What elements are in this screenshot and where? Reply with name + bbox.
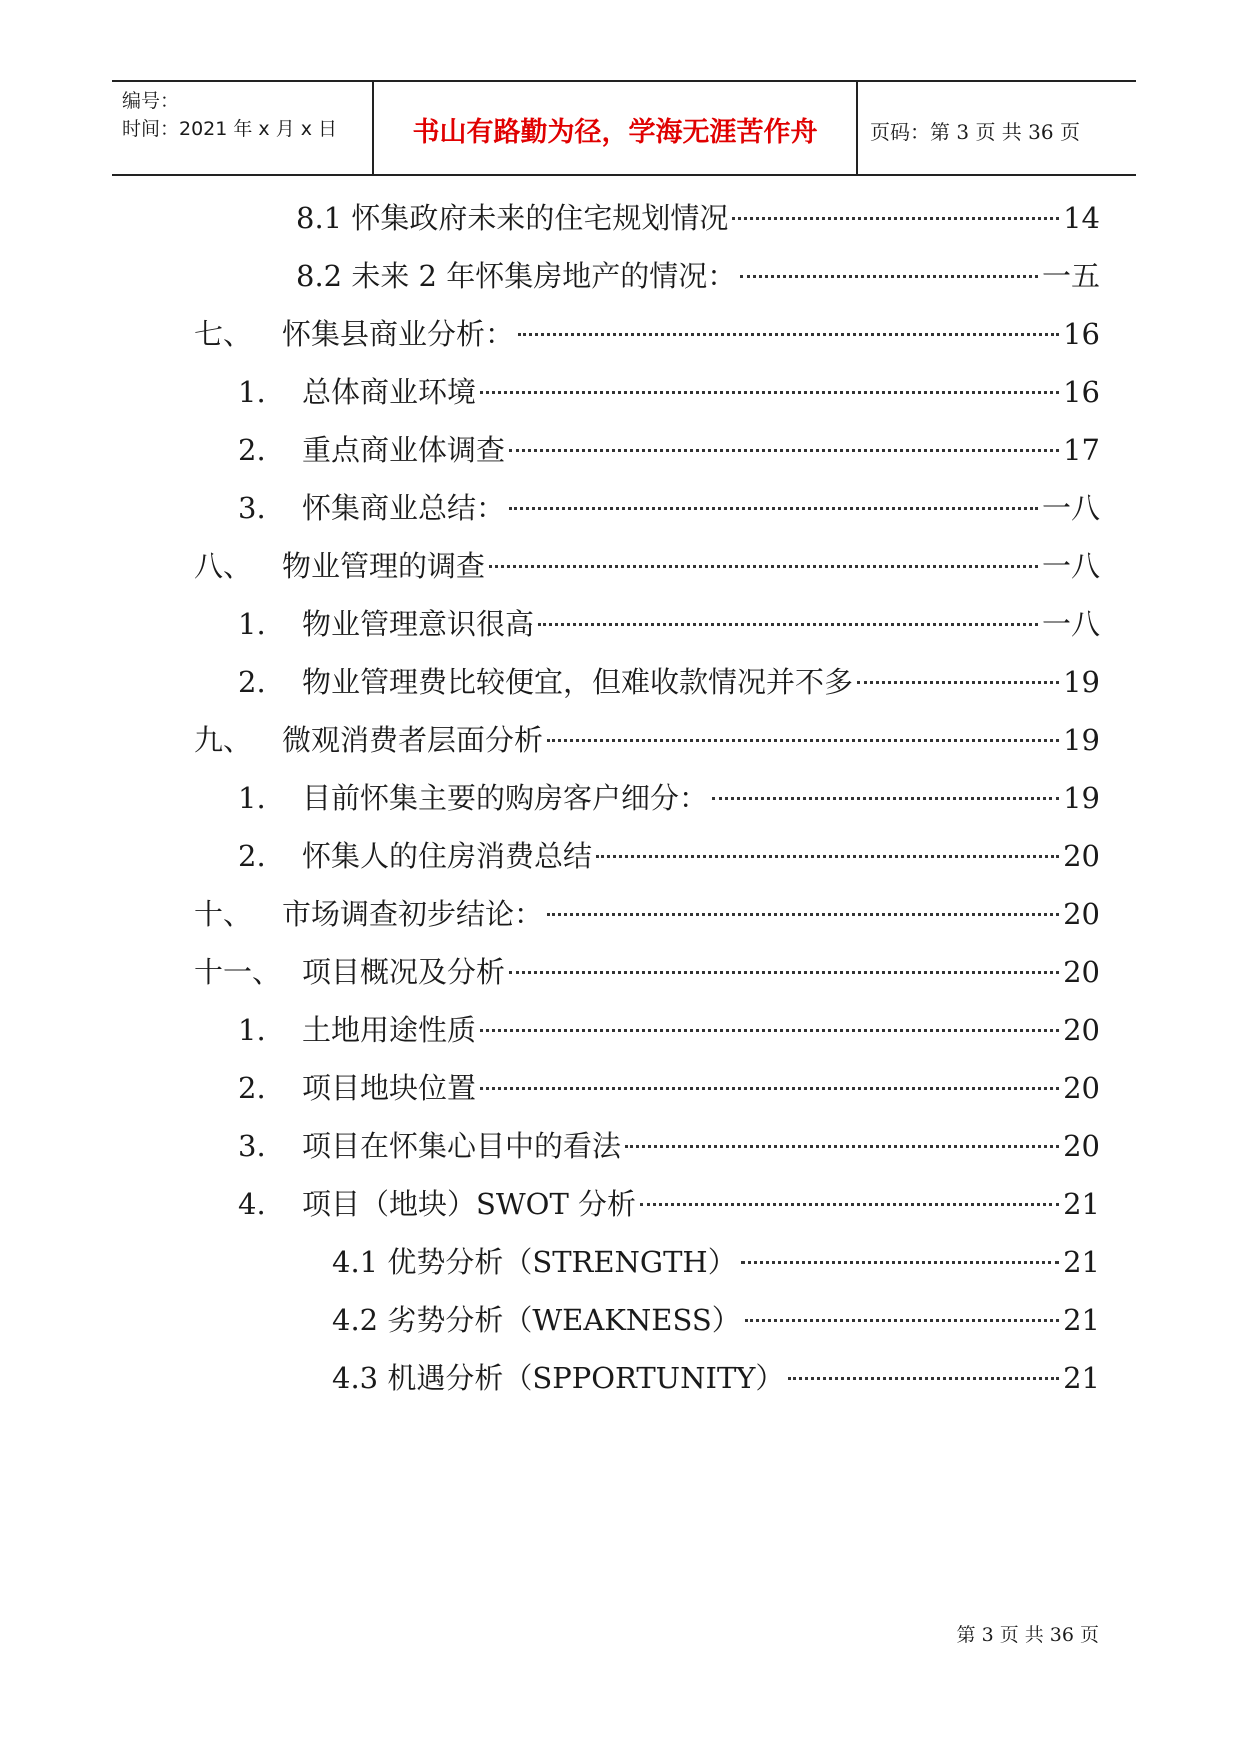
- header-motto-cell: [374, 82, 858, 174]
- toc-entry-title: 4.2 劣势分析（WEAKNESS）: [332, 1303, 741, 1337]
- header-meta: [112, 82, 374, 174]
- toc-dot-leader: [547, 739, 1059, 742]
- toc-entry[interactable]: [238, 430, 1100, 470]
- toc-dot-leader: [509, 507, 1038, 510]
- toc-entry[interactable]: [238, 1010, 1100, 1050]
- toc-entry[interactable]: [194, 952, 1100, 992]
- toc-entry-page: 20: [1063, 1013, 1100, 1047]
- toc-entry-page: 20: [1063, 955, 1100, 989]
- toc-entry-title: 物业管理的调查: [282, 549, 486, 583]
- toc-entry-number: 八、: [194, 549, 253, 583]
- toc-entry-page: 20: [1063, 839, 1100, 873]
- toc-entry-number: 1.: [238, 607, 266, 641]
- toc-entry-number: 1.: [238, 1013, 266, 1047]
- toc-dot-leader: [480, 1087, 1059, 1090]
- toc-dot-leader: [732, 217, 1059, 220]
- toc-entry-title: 项目地块位置: [302, 1071, 477, 1105]
- toc-entry-title: 怀集人的住房消费总结: [302, 839, 593, 873]
- toc-dot-leader: [625, 1145, 1059, 1148]
- toc-entry-number: 1.: [238, 781, 266, 815]
- page-header: [112, 80, 1136, 176]
- toc-dot-leader: [518, 333, 1059, 336]
- toc-entry-page: 20: [1063, 1071, 1100, 1105]
- toc-entry-page: 21: [1063, 1245, 1100, 1279]
- toc-entry-title: 物业管理意识很高: [302, 607, 535, 641]
- toc-entry[interactable]: [194, 894, 1100, 934]
- toc-dot-leader: [489, 565, 1038, 568]
- toc-entry[interactable]: [332, 1300, 1100, 1340]
- toc-entry-page: 21: [1063, 1361, 1100, 1395]
- toc-entry-page: 一八: [1041, 491, 1100, 525]
- toc-entry-number: 3.: [238, 491, 266, 525]
- toc-entry[interactable]: [238, 778, 1100, 818]
- toc-dot-leader: [509, 971, 1059, 974]
- toc-dot-leader: [712, 797, 1059, 800]
- toc-entry[interactable]: [194, 720, 1100, 760]
- toc-entry-page: 20: [1063, 897, 1100, 931]
- toc-entry[interactable]: [238, 662, 1100, 702]
- toc-entry-page: 16: [1063, 375, 1100, 409]
- toc-entry-number: 1.: [238, 375, 266, 409]
- toc-entry-page: 16: [1063, 317, 1100, 351]
- toc-entry-title: 重点商业体调查: [302, 433, 506, 467]
- toc-entry-title: 项目在怀集心目中的看法: [302, 1129, 622, 1163]
- toc-dot-leader: [745, 1319, 1059, 1322]
- toc-dot-leader: [857, 681, 1059, 684]
- toc-entry-title: 怀集商业总结：: [302, 491, 506, 525]
- toc-entry-title: 总体商业环境: [302, 375, 477, 409]
- page-footer: 第 3 页 共 36 页: [956, 1624, 1099, 1646]
- toc-entry[interactable]: [194, 546, 1100, 586]
- toc-dot-leader: [480, 1029, 1059, 1032]
- toc-entry-page: 21: [1063, 1187, 1100, 1221]
- header-page-cell: [858, 82, 1136, 174]
- toc-entry-number: 九、: [194, 723, 253, 757]
- toc-entry-page: 17: [1063, 433, 1100, 467]
- toc-dot-leader: [509, 449, 1059, 452]
- toc-dot-leader: [740, 275, 1038, 278]
- toc-entry-number: 2.: [238, 433, 266, 467]
- toc-entry-title: 4.1 优势分析（STRENGTH）: [332, 1245, 737, 1279]
- toc-entry-number: 2.: [238, 839, 266, 873]
- toc-entry[interactable]: [332, 1242, 1100, 1282]
- toc-entry-page: 14: [1063, 201, 1100, 235]
- toc-entry-page: 20: [1063, 1129, 1100, 1163]
- toc-entry-title: 怀集县商业分析：: [282, 317, 515, 351]
- toc-dot-leader: [480, 391, 1059, 394]
- toc-entry[interactable]: [238, 604, 1100, 644]
- toc-entry-number: 2.: [238, 665, 266, 699]
- toc-entry[interactable]: [332, 1358, 1100, 1398]
- toc-entry-number: 十一、: [194, 955, 282, 989]
- toc-entry[interactable]: [238, 1068, 1100, 1108]
- toc-entry-title: 微观消费者层面分析: [282, 723, 544, 757]
- toc-entry-title: 市场调查初步结论：: [282, 897, 544, 931]
- toc-entry-number: 十、: [194, 897, 253, 931]
- toc-entry-page: 21: [1063, 1303, 1100, 1337]
- toc-entry-title: 8.1 怀集政府未来的住宅规划情况: [296, 201, 729, 235]
- toc-dot-leader: [741, 1261, 1059, 1264]
- toc-entry-page: 19: [1063, 665, 1100, 699]
- toc-entry-title: 目前怀集主要的购房客户细分：: [302, 781, 709, 815]
- toc-dot-leader: [788, 1377, 1059, 1380]
- toc-entry-page: 一八: [1041, 549, 1100, 583]
- toc-dot-leader: [640, 1203, 1059, 1206]
- toc-entry[interactable]: [238, 372, 1100, 412]
- toc-entry-number: 4.: [238, 1187, 266, 1221]
- toc-dot-leader: [538, 623, 1038, 626]
- header-motto: 书山有路勤为径，学海无涯苦作舟: [412, 117, 818, 148]
- toc-entry-page: 一八: [1041, 607, 1100, 641]
- toc-entry-title: 8.2 未来 2 年怀集房地产的情况：: [296, 259, 737, 293]
- document-time-label: 时间：2021 年 x 月 x 日: [122, 118, 338, 140]
- toc-entry-title: 土地用途性质: [302, 1013, 477, 1047]
- toc-entry[interactable]: [238, 1184, 1100, 1224]
- toc-entry-number: 3.: [238, 1129, 266, 1163]
- toc-entry-page: 一五: [1041, 259, 1100, 293]
- toc-entry[interactable]: [238, 1126, 1100, 1166]
- header-page-info: 页码：第 3 页 共 36 页: [870, 120, 1080, 144]
- toc-entry[interactable]: [296, 198, 1100, 238]
- document-code-label: 编号：: [122, 90, 180, 112]
- toc-dot-leader: [547, 913, 1059, 916]
- toc-entry-page: 19: [1063, 781, 1100, 815]
- toc-entry[interactable]: [296, 256, 1100, 296]
- toc-entry-title: 项目概况及分析: [302, 955, 506, 989]
- toc-entry-number: 七、: [194, 317, 253, 351]
- toc-dot-leader: [596, 855, 1059, 858]
- toc-entry[interactable]: [238, 836, 1100, 876]
- toc-entry-page: 19: [1063, 723, 1100, 757]
- toc-entry-title: 4.3 机遇分析（SPPORTUNITY）: [332, 1361, 785, 1395]
- toc-entry[interactable]: [194, 314, 1100, 354]
- toc-entry-title: 项目（地块）SWOT 分析: [302, 1187, 637, 1221]
- toc-entry[interactable]: [238, 488, 1100, 528]
- toc-entry-number: 2.: [238, 1071, 266, 1105]
- toc-entry-title: 物业管理费比较便宜，但难收款情况并不多: [302, 665, 854, 699]
